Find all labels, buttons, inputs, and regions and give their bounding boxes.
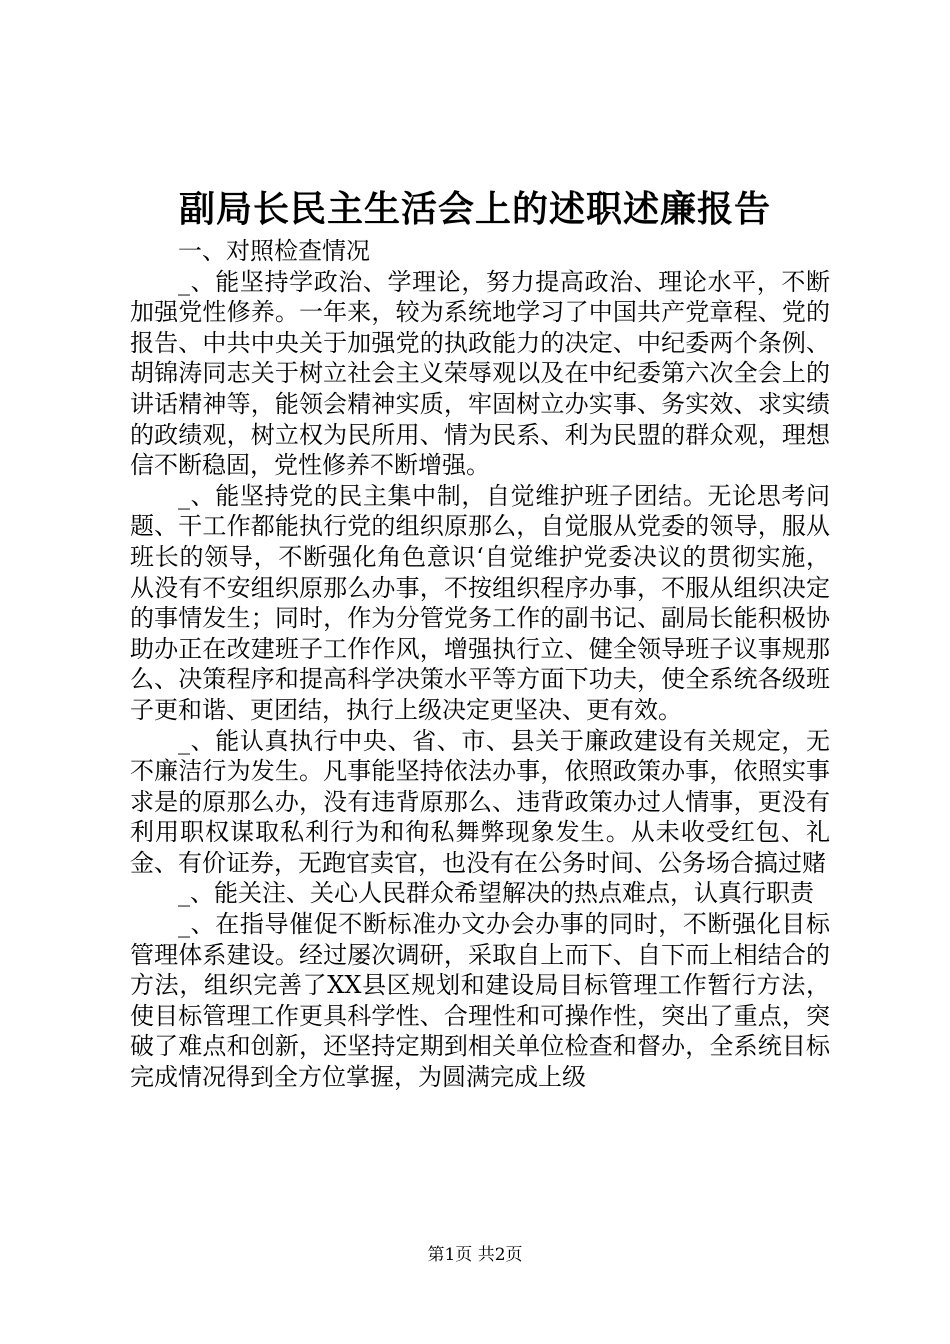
paragraph: _、能关注、关心人民群众希望解决的热点难点，认真行职责 bbox=[178, 879, 814, 908]
paragraph: _、能坚持党的民主集中制，自觉维护班子团结。无论思考问题、干工作都能执行党的组织原那么，自觉服从党委的领导，服从班长的领导，不断强化角色意识‘自觉维护党委决议的贯彻实施，从没有不安组织原那么办事，不按组织程序办事，不服从组织决定的事情发生；同时，作为分管党务工作的副书记、副局长能积极协助办正在改建班子工作作风，增强执行立、健全领导班子议事规那么、决策程序和提高科学决策水平等方面下功夫，使全系统各级班子更和谐、更团结，执行上级决定更坚决、更有效。 bbox=[130, 481, 830, 724]
document-body bbox=[130, 236, 830, 1093]
paragraph: _、在指导催促不断标准办文办会办事的同时，不断强化目标管理体系建设。经过屡次调研，采取自上而下、自下而上相结合的方法，组织完善了XX县区规划和建设局目标管理工作暂行方法，使目标管理工作更具科学性、合理性和可操作性，突出了重点，突破了难点和创新，还坚持定期到相关单位检查和督办，全系统目标完成情况得到全方位掌握，为圆满完成上级 bbox=[130, 910, 830, 1092]
section-heading: 一、对照检查情况 bbox=[178, 237, 370, 265]
document-title: 副局长民主生活会上的述职述廉报告 bbox=[178, 188, 771, 230]
paragraph: _、能认真执行中央、省、市、县关于廉政建设有关规定，无不廉洁行为发生。凡事能坚持依法办事，依照政策办事，依照实事求是的原那么办，没有违背原那么、违背政策办过人情事，更没有利用职权谋取私利行为和徇私舞弊现象发生。从未收受红包、礼金、有价证券，无跑官卖官，也没有在公务时间、公务场合搞过赌 bbox=[130, 726, 830, 877]
paragraph: _、能坚持学政治、学理论，努力提高政治、理论水平，不断加强党性修养。一年来，较为系统地学习了中国共产党章程、党的报告、中共中央关于加强党的执政能力的决定、中纪委两个条例、胡锦涛同志关于树立社会主义荣辱观以及在中纪委第六次全会上的讲话精神等，能领会精神实质，牢固树立办实事、务实效、求实绩的政绩观，树立权为民所用、情为民系、利为民盟的群众观，理想信不断稳固，党性修养不断增强。 bbox=[130, 267, 830, 480]
page-footer: 第1页 共2页 bbox=[427, 1245, 523, 1265]
